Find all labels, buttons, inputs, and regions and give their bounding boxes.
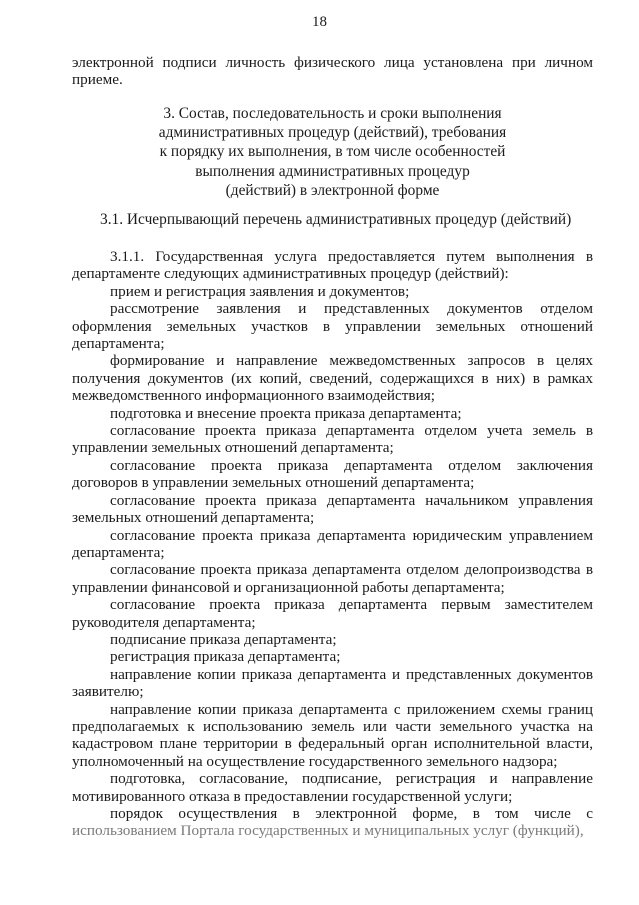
section-heading-line-3: к порядку их выполнения, в том числе особенностей bbox=[159, 143, 506, 161]
section-heading-line-5: (действий) в электронной форме bbox=[225, 181, 440, 199]
list-item-last-line-2: использованием Портала государственных и муниципальных услуг (функций), bbox=[72, 822, 584, 840]
list-item: прием и регистрация заявления и документов; bbox=[110, 282, 410, 300]
list-item: рассмотрение заявления и представленных документов отделом оформления земельных участков в управлении земельных отношений департамента; bbox=[72, 300, 593, 353]
intro-text: электронной подписи личность физического лица установлена при личном приеме. bbox=[72, 54, 593, 89]
list-item: подготовка, согласование, подписание, регистрация и направление мотивированного отказа в предоставлении государственной услуги; bbox=[72, 770, 593, 805]
list-item: согласование проекта приказа департамента начальником управления земельных отношений департамента; bbox=[72, 491, 593, 527]
list-item: регистрация приказа департамента; bbox=[110, 648, 341, 666]
list-item: согласование проекта приказа департамента юридическим управлением департамента; bbox=[72, 526, 593, 561]
section-heading bbox=[72, 104, 593, 200]
list-item: согласование проекта приказа департамента первым заместителем руководителя департамента; bbox=[72, 596, 593, 631]
intro-paragraph bbox=[72, 54, 593, 89]
list-item: формирование и направление межведомственных запросов в целях получения документов (их копий, сведений, содержащихся в них) в рамках межведомственного информационного взаимодействия; bbox=[72, 352, 593, 405]
section-heading-line-4: выполнения административных процедур bbox=[195, 162, 470, 180]
list-item-last-line-1: порядок осуществления в электронной форме, в том числе с bbox=[110, 805, 593, 822]
page-number: 18 bbox=[312, 14, 327, 30]
section-heading-line-1: 3. Состав, последовательность и сроки выполнения bbox=[163, 105, 502, 122]
list-item: направление копии приказа департамента с приложением схемы границ предполагаемых к использованию земель или части земельного участка на кадастровом плане территории в федеральный орган исполнительной власти, уполномоченный на осуществление государственного земельного надзора; bbox=[72, 700, 593, 770]
section-heading-line-2: административных процедур (действий), требования bbox=[158, 124, 507, 142]
list-item: подписание приказа департамента; bbox=[110, 630, 337, 648]
procedures-list bbox=[72, 248, 593, 840]
list-item: направление копии приказа департамента и представленных документов заявителю; bbox=[72, 665, 593, 701]
list-item: подготовка и внесение проекта приказа департамента; bbox=[110, 404, 462, 422]
list-item: согласование проекта приказа департамента отделом заключения договоров в управлении земельных отношений департамента; bbox=[72, 456, 593, 492]
list-item: согласование проекта приказа департамента отделом делопроизводства в управлении финансовой и организационной работы департамента; bbox=[72, 561, 593, 596]
paragraph-3-1-1: 3.1.1. Государственная услуга предоставляется путем выполнения в департаменте следующих административных процедур (действий): bbox=[72, 248, 593, 283]
subsection-title: 3.1. Исчерпывающий перечень административных процедур (действий) bbox=[100, 211, 572, 228]
list-item: согласование проекта приказа департамента отделом учета земель в управлении земельных отношений департамента; bbox=[72, 422, 593, 457]
